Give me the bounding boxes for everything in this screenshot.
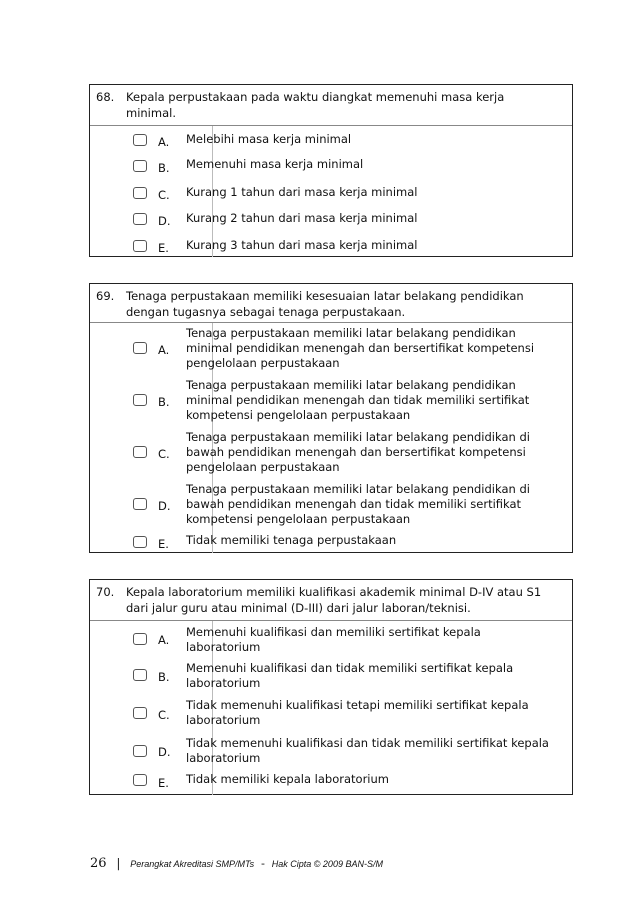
option-letter: A.	[158, 135, 170, 149]
checkbox[interactable]	[133, 134, 147, 146]
option-d[interactable]	[90, 479, 572, 531]
option-text: Kurang 3 tahun dari masa kerja minimal	[186, 238, 418, 252]
option-letter: E.	[158, 776, 169, 790]
option-a[interactable]	[90, 621, 572, 658]
prompt-line: Tenaga perpustakaan memiliki kesesuaian latar belakang pendidikan	[126, 289, 524, 303]
prompt-line: Kepala perpustakaan pada waktu diangkat memenuhi masa kerja	[126, 90, 505, 104]
checkbox[interactable]	[133, 213, 147, 225]
option-d[interactable]	[90, 733, 572, 769]
option-e[interactable]	[90, 769, 572, 793]
question-prompt	[90, 284, 572, 323]
option-letter: E.	[158, 241, 169, 255]
option-text: Kurang 2 tahun dari masa kerja minimal	[186, 211, 418, 225]
prompt-line: minimal.	[126, 106, 176, 120]
option-a[interactable]	[90, 126, 572, 152]
option-text: Tidak memiliki tenaga perpustakaan	[186, 533, 397, 547]
option-letter: C.	[158, 708, 170, 722]
option-text: laboratorium	[186, 713, 261, 727]
checkbox[interactable]	[133, 342, 147, 354]
option-text: Melebihi masa kerja minimal	[186, 132, 352, 146]
question-69	[89, 283, 573, 553]
option-text: Memenuhi masa kerja minimal	[186, 157, 364, 171]
prompt-line: dengan tugasnya sebagai tenaga perpustakaan.	[126, 305, 406, 319]
option-letter: D.	[158, 499, 171, 513]
checkbox[interactable]	[133, 745, 147, 757]
option-text: Tenaga perpustakaan memiliki latar belakang pendidikan di	[186, 482, 530, 496]
option-letter: D.	[158, 214, 171, 228]
option-e[interactable]	[90, 232, 572, 258]
option-text: Tenaga perpustakaan memiliki latar belakang pendidikan	[186, 326, 516, 340]
option-text: Tenaga perpustakaan memiliki latar belakang pendidikan	[186, 378, 516, 392]
page-number: 26	[90, 856, 107, 871]
checkbox[interactable]	[133, 669, 147, 681]
option-text: kompetensi pengelolaan perpustakaan	[186, 512, 411, 526]
option-text: minimal pendidikan menengah dan tidak memiliki sertifikat	[186, 393, 530, 407]
option-d[interactable]	[90, 205, 572, 232]
question-68	[89, 84, 573, 257]
option-text: bawah pendidikan menengah dan tidak memiliki sertifikat	[186, 497, 522, 511]
option-text: kompetensi pengelolaan perpustakaan	[186, 408, 411, 422]
option-text: Tidak memenuhi kualifikasi tetapi memiliki sertifikat kepala	[186, 698, 529, 712]
question-number: 68.	[96, 90, 115, 104]
option-letter: B.	[158, 395, 170, 409]
option-text: Kurang 1 tahun dari masa kerja minimal	[186, 185, 418, 199]
option-text: bawah pendidikan menengah dan bersertifikat kompetensi	[186, 445, 526, 459]
checkbox[interactable]	[133, 446, 147, 458]
option-text: Memenuhi kualifikasi dan memiliki sertifikat kepala	[186, 625, 481, 639]
checkbox[interactable]	[133, 536, 147, 548]
option-letter: E.	[158, 537, 169, 551]
option-letter: C.	[158, 188, 170, 202]
checkbox[interactable]	[133, 707, 147, 719]
footer-title: Perangkat Akreditasi SMP/MTs	[130, 859, 255, 869]
question-number: 69.	[96, 289, 115, 303]
option-letter: D.	[158, 745, 171, 759]
option-b[interactable]	[90, 152, 572, 179]
option-letter: A.	[158, 633, 170, 647]
question-prompt	[90, 580, 572, 621]
option-text: laboratorium	[186, 676, 261, 690]
option-letter: B.	[158, 670, 170, 684]
question-prompt	[90, 85, 572, 126]
option-letter: A.	[158, 343, 170, 357]
checkbox[interactable]	[133, 498, 147, 510]
checkbox[interactable]	[133, 240, 147, 252]
option-e[interactable]	[90, 531, 572, 552]
option-text: laboratorium	[186, 640, 261, 654]
question-number: 70.	[96, 585, 115, 599]
option-text: Tenaga perpustakaan memiliki latar belakang pendidikan di	[186, 430, 530, 444]
option-text: Memenuhi kualifikasi dan tidak memiliki sertifikat kepala	[186, 661, 514, 675]
option-letter: C.	[158, 447, 170, 461]
option-text: pengelolaan perpustakaan	[186, 460, 340, 474]
footer-separator: |	[116, 856, 121, 870]
option-c[interactable]	[90, 427, 572, 479]
option-b[interactable]	[90, 375, 572, 427]
prompt-line: dari jalur guru atau minimal (D-III) dari jalur laboran/teknisi.	[126, 601, 471, 615]
option-b[interactable]	[90, 658, 572, 695]
option-text: Tidak memenuhi kualifikasi dan tidak memiliki sertifikat kepala	[186, 736, 549, 750]
option-letter: B.	[158, 161, 170, 175]
option-text: laboratorium	[186, 751, 261, 765]
option-a[interactable]	[90, 323, 572, 375]
page-footer	[90, 855, 383, 872]
checkbox[interactable]	[133, 394, 147, 406]
option-text: pengelolaan perpustakaan	[186, 356, 340, 370]
checkbox[interactable]	[133, 187, 147, 199]
checkbox[interactable]	[133, 160, 147, 172]
option-c[interactable]	[90, 695, 572, 733]
checkbox[interactable]	[133, 774, 147, 786]
footer-copyright: Hak Cipta © 2009 BAN-S/M	[271, 859, 383, 869]
question-70	[89, 579, 573, 795]
checkbox[interactable]	[133, 633, 147, 645]
option-text: Tidak memiliki kepala laboratorium	[186, 772, 389, 786]
prompt-line: Kepala laboratorium memiliki kualifikasi akademik minimal D-IV atau S1	[126, 585, 542, 599]
footer-dash: -	[260, 857, 265, 870]
option-text: minimal pendidikan menengah dan bersertifikat kompetensi	[186, 341, 535, 355]
option-c[interactable]	[90, 179, 572, 205]
